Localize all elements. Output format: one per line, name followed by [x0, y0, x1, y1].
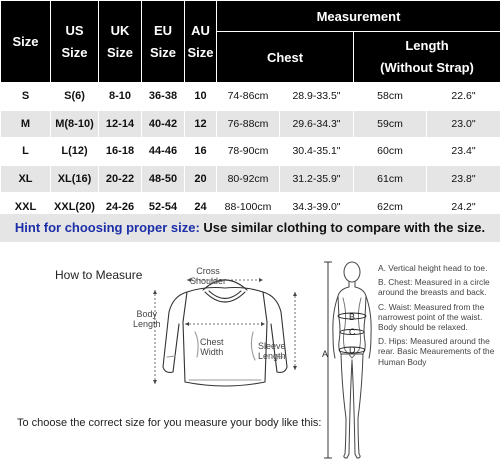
chest-width-label [200, 337, 224, 357]
cell-us: XL(16) [51, 165, 99, 193]
cell-au: 16 [185, 138, 217, 166]
header-eu-line2: Size [149, 44, 176, 60]
cell-size: XXL [1, 193, 51, 221]
how-to-measure-title: How to Measure [55, 268, 143, 282]
body-length-line2: Length [133, 319, 161, 329]
table-row [1, 165, 500, 193]
table-row [1, 110, 500, 138]
cell-chest-in: 28.9-33.5" [280, 83, 354, 111]
cell-length-in: 24.2" [427, 193, 500, 221]
header-length [354, 32, 500, 83]
cell-uk: 12-14 [99, 110, 142, 138]
measure-caption: To choose the correct size for you measure your body like this: [17, 417, 322, 429]
sleeve-length-line2: Length [258, 351, 286, 361]
cell-chest-cm: 74-86cm [217, 83, 280, 111]
header-chest: Chest [217, 32, 354, 83]
cell-chest-in: 31.2-35.9" [280, 165, 354, 193]
cell-uk: 8-10 [99, 83, 142, 111]
cell-eu: 52-54 [142, 193, 185, 221]
cell-uk: 20-22 [99, 165, 142, 193]
note-a: A. Vertical height head to toe. [378, 263, 488, 273]
cell-eu: 44-46 [142, 138, 185, 166]
cell-chest-cm: 88-100cm [217, 193, 280, 221]
header-size: Size [1, 1, 51, 83]
header-eu-line1: EU [153, 22, 173, 38]
chest-width-line1: Chest [200, 337, 224, 347]
note-b: B. Chest: Measured in a circle around the breasts and back. [378, 277, 490, 298]
hint-lead: Hint for choosing proper size: [14, 220, 200, 235]
cell-size: M [1, 110, 51, 138]
cross-shoulder-line2: Shoulder [190, 276, 227, 286]
cell-us: XXL(20) [51, 193, 99, 221]
header-length-label: Length [405, 38, 449, 53]
letter-d: D [349, 345, 356, 355]
cell-length-cm: 60cm [354, 138, 427, 166]
cell-chest-cm: 80-92cm [217, 165, 280, 193]
hint-text: Use similar clothing to compare with the size. [199, 220, 486, 235]
cell-length-in: 23.0" [427, 110, 500, 138]
cell-length-in: 22.6" [427, 83, 500, 111]
body-illustration [312, 258, 378, 463]
cell-length-cm: 58cm [354, 83, 427, 111]
cell-au: 24 [185, 193, 217, 221]
cell-au: 10 [185, 83, 217, 111]
chest-width-line2: Width [200, 347, 224, 357]
header-au-line1: AU [191, 22, 210, 38]
sleeve-length-line1: Sleeve [258, 341, 286, 351]
measurement-notes [378, 263, 496, 371]
letter-c: C [349, 327, 356, 337]
cell-us: S(6) [51, 83, 99, 111]
letter-b: B [349, 312, 356, 322]
size-hint [0, 214, 500, 242]
cell-chest-in: 30.4-35.1" [280, 138, 354, 166]
cross-shoulder-label [190, 266, 226, 286]
body-length-line1: Body [136, 309, 158, 319]
header-eu [142, 1, 185, 83]
cell-eu: 40-42 [142, 110, 185, 138]
cell-chest-in: 34.3-39.0" [280, 193, 354, 221]
size-chart-table [0, 0, 500, 221]
header-au-line2: Size [187, 44, 214, 60]
cross-shoulder-line1: Cross [196, 266, 220, 276]
cell-chest-cm: 78-90cm [217, 138, 280, 166]
cell-chest-in: 29.6-34.3" [280, 110, 354, 138]
note-c: C. Waist: Measured from the narrowest point of the waist. Body should be relaxed. [378, 301, 485, 333]
cell-uk: 24-26 [99, 193, 142, 221]
cell-au: 20 [185, 165, 217, 193]
cell-size: XL [1, 165, 51, 193]
cell-length-cm: 59cm [354, 110, 427, 138]
cell-size: S [1, 83, 51, 111]
cell-uk: 16-18 [99, 138, 142, 166]
note-d: D. Hips: Measured around the rear. Basic Meaurements of the Human Body [378, 336, 495, 367]
cell-size: L [1, 138, 51, 166]
header-us-line2: Size [61, 44, 88, 60]
header-length-note: (Without Strap) [380, 60, 474, 75]
header-uk [99, 1, 142, 83]
cell-length-cm: 62cm [354, 193, 427, 221]
sleeve-length-label [258, 341, 286, 361]
header-measurement: Measurement [217, 1, 500, 32]
cell-us: M(8-10) [51, 110, 99, 138]
header-au [185, 1, 217, 83]
body-length-label [133, 309, 161, 329]
table-row [1, 83, 500, 111]
cell-eu: 36-38 [142, 83, 185, 111]
cell-us: L(12) [51, 138, 99, 166]
table-row [1, 138, 500, 166]
cell-au: 12 [185, 110, 217, 138]
cell-chest-cm: 76-88cm [217, 110, 280, 138]
cell-length-cm: 61cm [354, 165, 427, 193]
letter-a: A [322, 349, 329, 359]
header-uk-line1: UK [110, 22, 130, 38]
cell-length-in: 23.8" [427, 165, 500, 193]
header-us [51, 1, 99, 83]
header-uk-line2: Size [106, 44, 133, 60]
header-us-line1: US [65, 22, 84, 38]
cell-length-in: 23.4" [427, 138, 500, 166]
cell-eu: 48-50 [142, 165, 185, 193]
